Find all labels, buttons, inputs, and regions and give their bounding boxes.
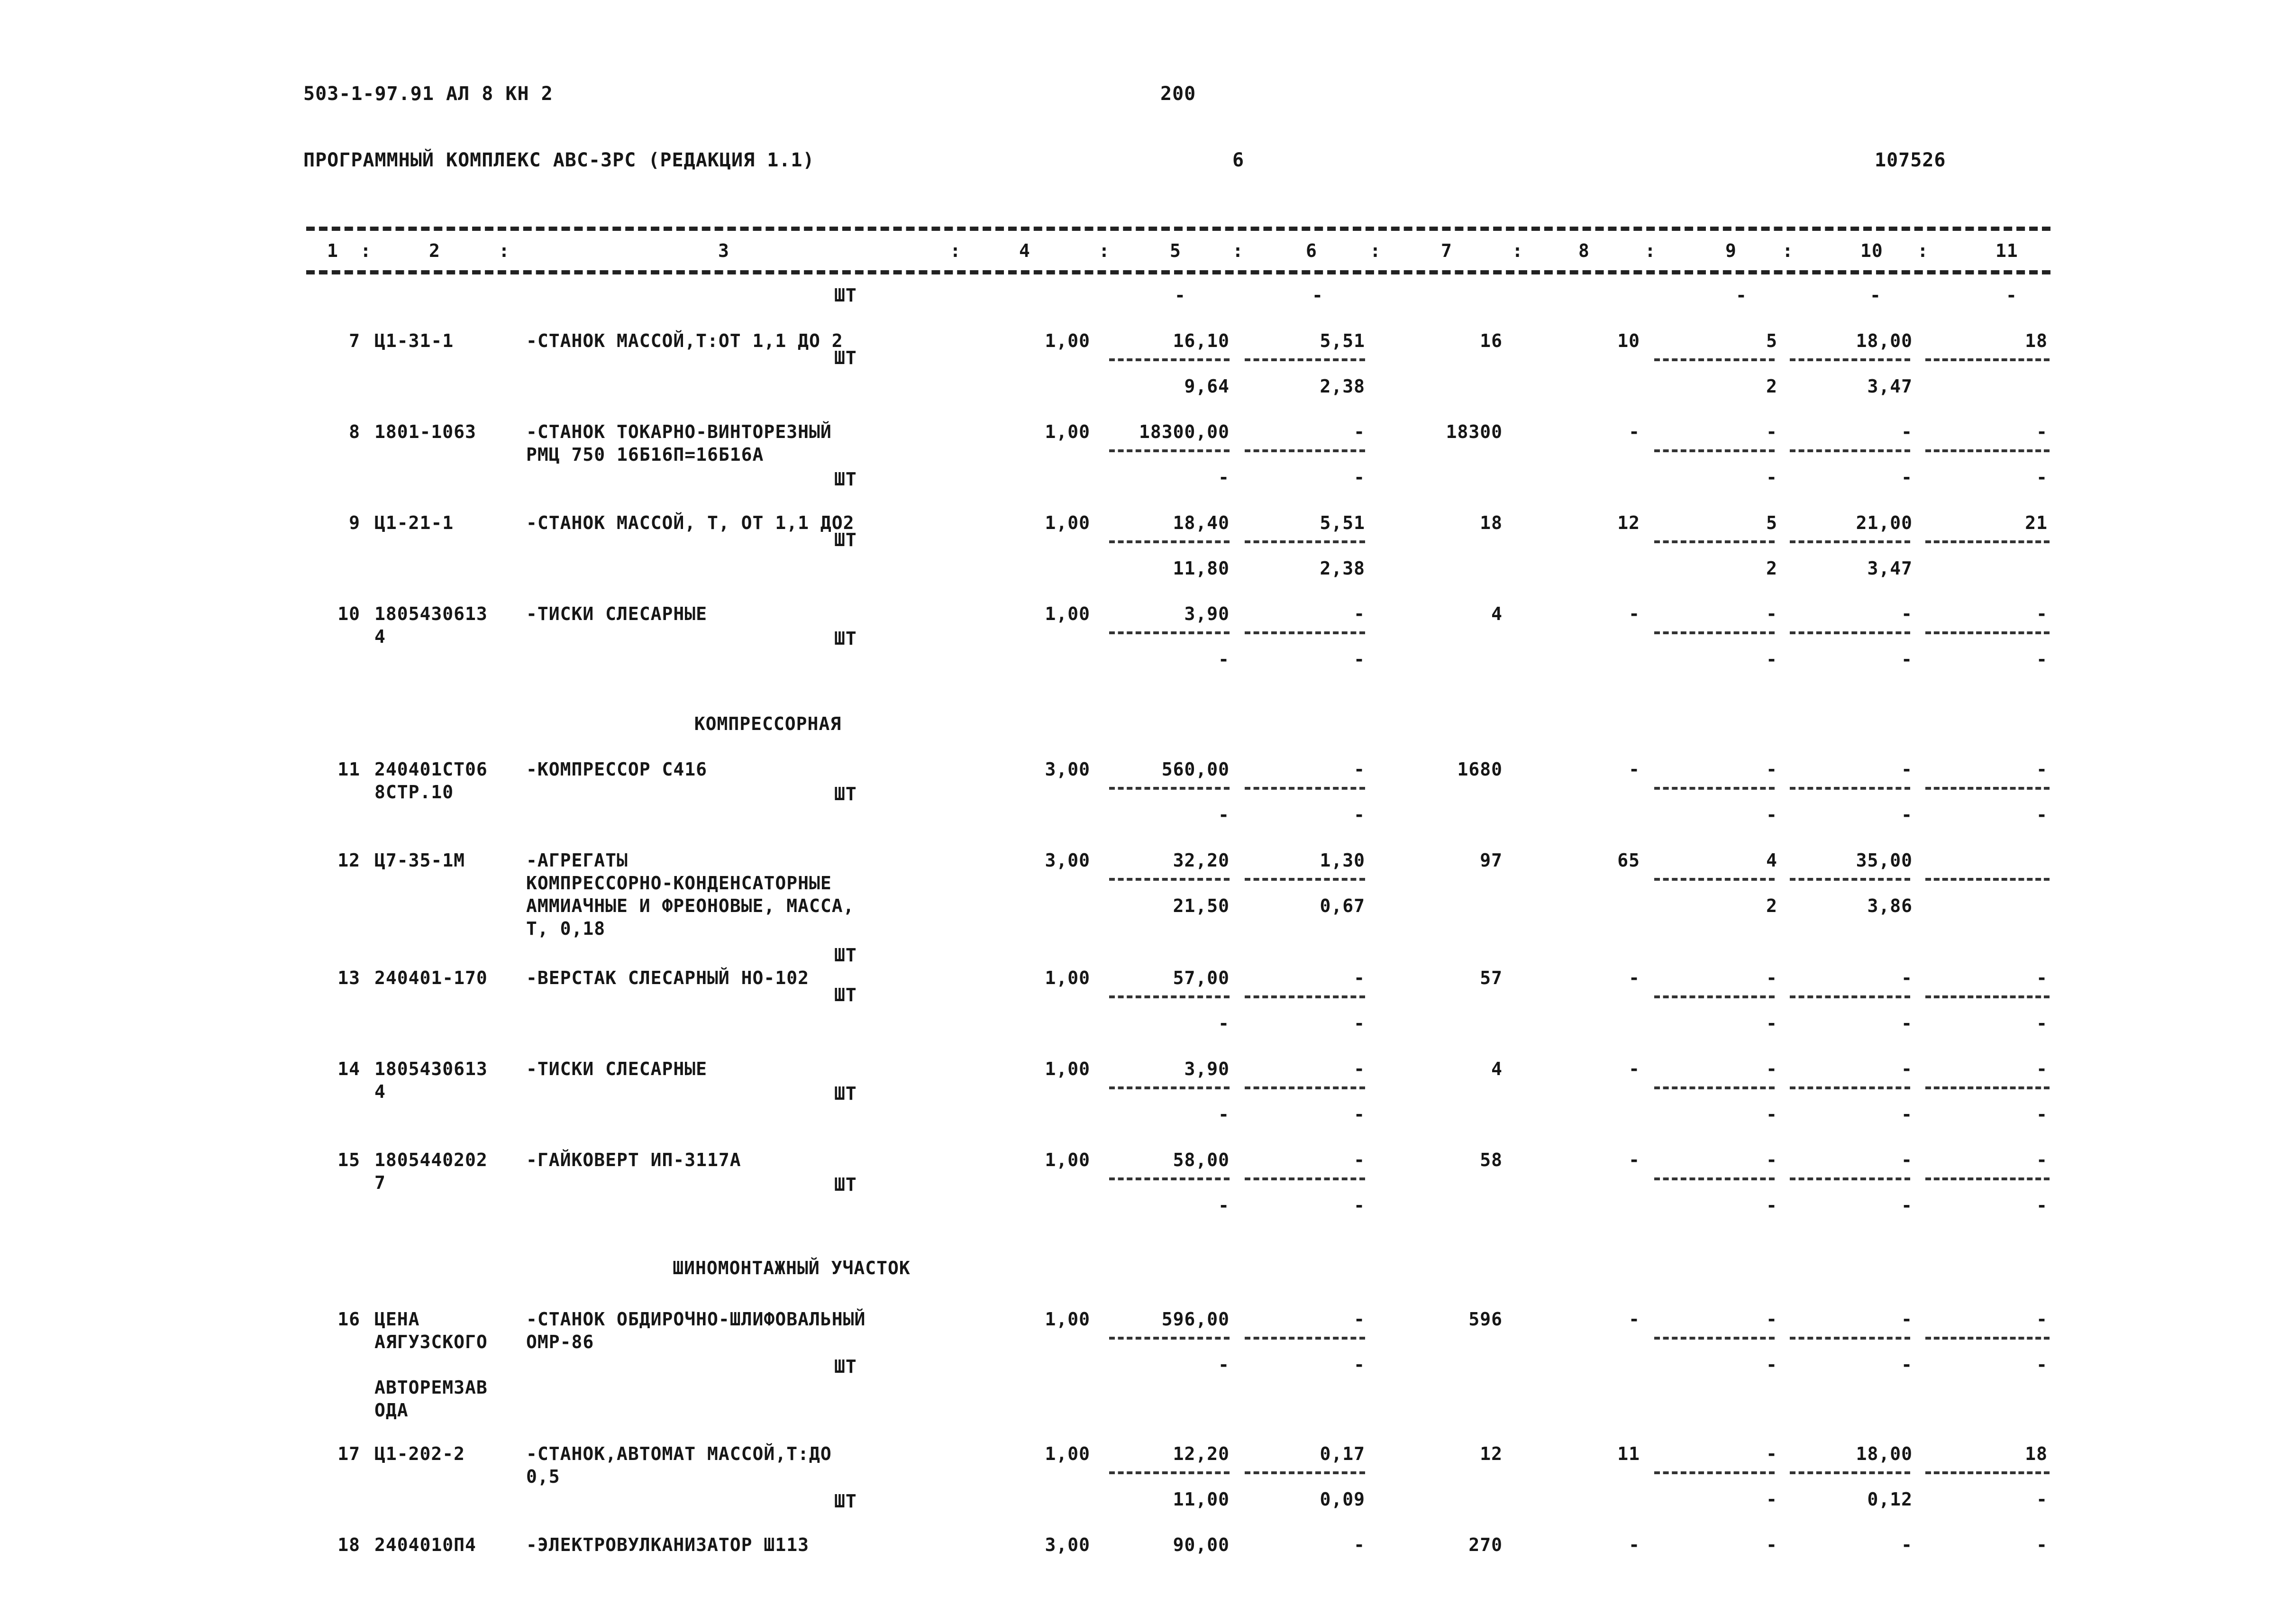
row-sub-price-wage: 0,67 bbox=[1320, 895, 1365, 916]
value-underline bbox=[1654, 1086, 1775, 1089]
row-cost-col9: - bbox=[1766, 1309, 1777, 1330]
row-price-total: 90,00 bbox=[1173, 1534, 1230, 1555]
value-underline bbox=[1109, 1337, 1230, 1340]
row-cost-total: 58 bbox=[1480, 1150, 1503, 1170]
value-underline bbox=[1790, 787, 1910, 790]
value-underline bbox=[1109, 995, 1230, 998]
row-sub-col11: - bbox=[2036, 1013, 2048, 1034]
row-price-wage: - bbox=[1354, 603, 1365, 624]
row-cost-total: 4 bbox=[1491, 1058, 1503, 1079]
row-price-total: 58,00 bbox=[1173, 1150, 1230, 1170]
row-cost-col10: - bbox=[1901, 421, 1913, 442]
row-cost-col11: - bbox=[2036, 421, 2048, 442]
column-header-5: 5 bbox=[1170, 240, 1181, 261]
row-price-wage: - bbox=[1354, 1058, 1365, 1079]
row-description: РМЦ 750 16Б16П=16Б16А bbox=[526, 444, 764, 465]
row-unit: ШТ bbox=[834, 1356, 857, 1377]
row-cost-col11: - bbox=[2036, 603, 2048, 624]
row-price-wage: - bbox=[1354, 1534, 1365, 1555]
row-unit: ШТ bbox=[834, 469, 857, 490]
row-cost-col8: - bbox=[1629, 421, 1640, 442]
column-separator: : bbox=[1232, 240, 1244, 261]
section-compressor: КОМПРЕССОРНАЯ bbox=[694, 713, 842, 734]
row-cost-col10: 18,00 bbox=[1856, 330, 1913, 351]
row-code: Ц1-202-2 bbox=[374, 1443, 465, 1464]
value-underline bbox=[1245, 1337, 1365, 1340]
row-unit: ШТ bbox=[834, 529, 857, 550]
row-sub-price-wage: - bbox=[1354, 1354, 1365, 1375]
row-unit: ШТ bbox=[834, 347, 857, 368]
row-sub-col9: - bbox=[1766, 1195, 1777, 1216]
value-underline bbox=[1245, 995, 1365, 998]
row-price-total: 3,90 bbox=[1184, 1058, 1230, 1079]
value-underline bbox=[1790, 1471, 1910, 1474]
row-description: -КОМПРЕССОР С416 bbox=[526, 759, 708, 780]
row-description: -АГРЕГАТЫ bbox=[526, 850, 628, 871]
row-cost-col8: - bbox=[1629, 1150, 1640, 1170]
row-sub-col11: - bbox=[2036, 1489, 2048, 1510]
row-quantity: 1,00 bbox=[1045, 512, 1090, 533]
row-sub-col11: - bbox=[2036, 649, 2048, 670]
row-sub-price-total: 11,80 bbox=[1173, 558, 1230, 579]
row-description: -ЭЛЕКТРОВУЛКАНИЗАТОР Ш113 bbox=[526, 1534, 809, 1555]
row-description: -ТИСКИ СЛЕСАРНЫЕ bbox=[526, 1058, 708, 1079]
value-underline bbox=[1109, 878, 1230, 881]
document-code: 503-1-97.91 АЛ 8 КН 2 bbox=[303, 83, 553, 105]
row-cost-col10: - bbox=[1901, 967, 1913, 988]
row-cost-total: 16 bbox=[1480, 330, 1503, 351]
row-cost-total: 18300 bbox=[1446, 421, 1503, 442]
column-separator: : bbox=[1099, 240, 1110, 261]
row-code: 4 bbox=[374, 1081, 386, 1102]
value-underline bbox=[1109, 1086, 1230, 1089]
row-sub-col11: - bbox=[2036, 467, 2048, 488]
row-cost-col9: - bbox=[1766, 603, 1777, 624]
table-top-rule bbox=[306, 227, 2050, 231]
row-number: 11 bbox=[337, 759, 360, 780]
row-sub-price-wage: 0,09 bbox=[1320, 1489, 1365, 1510]
row-unit: ШТ bbox=[834, 1174, 857, 1195]
row-description: -ГАЙКОВЕРТ ИП-3117А bbox=[526, 1150, 741, 1170]
value-underline bbox=[1925, 995, 2050, 998]
row-description: -СТАНОК ТОКАРНО-ВИНТОРЕЗНЫЙ bbox=[526, 421, 832, 442]
row-sub-col9: - bbox=[1766, 1489, 1777, 1510]
value-underline bbox=[1654, 1177, 1775, 1180]
column-header-4: 4 bbox=[1019, 240, 1030, 261]
section-tire: ШИНОМОНТАЖНЫЙ УЧАСТОК bbox=[673, 1258, 911, 1278]
row-quantity: 3,00 bbox=[1045, 850, 1090, 871]
value-underline bbox=[1654, 631, 1775, 634]
document-number: 107526 bbox=[1875, 149, 1946, 171]
row-quantity: 3,00 bbox=[1045, 1534, 1090, 1555]
value-underline bbox=[1654, 787, 1775, 790]
value-underline bbox=[1109, 540, 1230, 543]
row-price-wage: - bbox=[1354, 1150, 1365, 1170]
row-number: 13 bbox=[337, 967, 360, 988]
value-underline bbox=[1925, 1337, 2050, 1340]
row-description: -СТАНОК МАССОЙ, Т, ОТ 1,1 ДО2 bbox=[526, 512, 855, 533]
value-underline bbox=[1790, 1177, 1910, 1180]
row-code: 240401СТ06 bbox=[374, 759, 488, 780]
row-cost-col9: - bbox=[1766, 421, 1777, 442]
row-cost-col9: - bbox=[1766, 759, 1777, 780]
row-number: 15 bbox=[337, 1150, 360, 1170]
row-price-wage: 5,51 bbox=[1320, 512, 1365, 533]
row-quantity: 1,00 bbox=[1045, 1443, 1090, 1464]
column-header-6: 6 bbox=[1306, 240, 1317, 261]
value-underline bbox=[1925, 540, 2050, 543]
unit-label: ШТ bbox=[834, 285, 857, 306]
value-underline bbox=[1245, 878, 1365, 881]
cell-dash: - bbox=[1312, 285, 1323, 306]
cell-dash: - bbox=[2006, 285, 2017, 306]
value-underline bbox=[1245, 631, 1365, 634]
row-sub-col11: - bbox=[2036, 804, 2048, 825]
row-unit: ШТ bbox=[834, 1491, 857, 1512]
row-sub-price-wage: 2,38 bbox=[1320, 376, 1365, 397]
value-underline bbox=[1790, 995, 1910, 998]
row-sub-price-total: - bbox=[1218, 1354, 1230, 1375]
row-number: 8 bbox=[349, 421, 360, 442]
row-cost-col8: - bbox=[1629, 1309, 1640, 1330]
row-unit: ШТ bbox=[834, 985, 857, 1005]
row-cost-col10: - bbox=[1901, 1309, 1913, 1330]
row-cost-col10: - bbox=[1901, 1058, 1913, 1079]
row-cost-total: 270 bbox=[1468, 1534, 1503, 1555]
row-sub-col9: - bbox=[1766, 649, 1777, 670]
row-code: 8СТР.10 bbox=[374, 782, 454, 803]
value-underline bbox=[1109, 787, 1230, 790]
row-price-wage: - bbox=[1354, 1309, 1365, 1330]
column-header-9: 9 bbox=[1725, 240, 1737, 261]
row-code: Ц1-21-1 bbox=[374, 512, 454, 533]
row-sub-price-wage: - bbox=[1354, 467, 1365, 488]
row-price-total: 596,00 bbox=[1161, 1309, 1230, 1330]
row-sub-col10: 3,47 bbox=[1867, 558, 1913, 579]
row-price-total: 560,00 bbox=[1161, 759, 1230, 780]
column-header-8: 8 bbox=[1578, 240, 1590, 261]
row-quantity: 1,00 bbox=[1045, 330, 1090, 351]
row-cost-col9: 4 bbox=[1766, 850, 1777, 871]
row-sub-col9: 2 bbox=[1766, 558, 1777, 579]
row-cost-col11: 21 bbox=[2025, 512, 2048, 533]
row-cost-col11: 18 bbox=[2025, 330, 2048, 351]
row-cost-total: 12 bbox=[1480, 1443, 1503, 1464]
row-cost-col8: 11 bbox=[1617, 1443, 1640, 1464]
value-underline bbox=[1925, 1086, 2050, 1089]
column-separator: : bbox=[360, 240, 372, 261]
value-underline bbox=[1109, 449, 1230, 452]
row-sub-col9: - bbox=[1766, 1104, 1777, 1125]
value-underline bbox=[1109, 358, 1230, 361]
row-unit: ШТ bbox=[834, 628, 857, 649]
row-price-wage: 5,51 bbox=[1320, 330, 1365, 351]
row-sub-col10: - bbox=[1901, 1195, 1913, 1216]
row-sub-price-wage: - bbox=[1354, 1013, 1365, 1034]
row-sub-price-total: - bbox=[1218, 1104, 1230, 1125]
row-sub-col10: - bbox=[1901, 649, 1913, 670]
row-code: Ц1-31-1 bbox=[374, 330, 454, 351]
row-code: АЯГУЗСКОГО bbox=[374, 1332, 488, 1352]
row-cost-col10: 35,00 bbox=[1856, 850, 1913, 871]
row-sub-col10: 3,47 bbox=[1867, 376, 1913, 397]
value-underline bbox=[1654, 449, 1775, 452]
column-separator: : bbox=[1782, 240, 1794, 261]
value-underline bbox=[1654, 358, 1775, 361]
row-price-total: 57,00 bbox=[1173, 967, 1230, 988]
row-cost-total: 4 bbox=[1491, 603, 1503, 624]
row-cost-col9: - bbox=[1766, 1534, 1777, 1555]
value-underline bbox=[1654, 878, 1775, 881]
value-underline bbox=[1790, 358, 1910, 361]
value-underline bbox=[1245, 787, 1365, 790]
row-cost-col11: - bbox=[2036, 1309, 2048, 1330]
row-cost-col11: 18 bbox=[2025, 1443, 2048, 1464]
row-unit: ШТ bbox=[834, 784, 857, 804]
column-header-1: 1 bbox=[327, 240, 338, 261]
row-cost-col8: 10 bbox=[1617, 330, 1640, 351]
row-code: 1805430613 bbox=[374, 1058, 488, 1079]
row-sub-col11: - bbox=[2036, 1354, 2048, 1375]
row-code: 2404010П4 bbox=[374, 1534, 476, 1555]
cell-dash: - bbox=[1175, 285, 1186, 306]
column-header-11: 11 bbox=[1995, 240, 2018, 261]
row-sub-price-total: - bbox=[1218, 1013, 1230, 1034]
row-sub-col9: - bbox=[1766, 467, 1777, 488]
row-cost-col11: - bbox=[2036, 759, 2048, 780]
row-description: -ВЕРСТАК СЛЕСАРНЫЙ НО-102 bbox=[526, 967, 809, 988]
row-number: 10 bbox=[337, 603, 360, 624]
value-underline bbox=[1925, 631, 2050, 634]
row-sub-price-total: - bbox=[1218, 1195, 1230, 1216]
row-code: 1805430613 bbox=[374, 603, 488, 624]
row-number: 7 bbox=[349, 330, 360, 351]
table-header-rule bbox=[306, 270, 2050, 274]
row-cost-col10: - bbox=[1901, 603, 1913, 624]
row-price-total: 12,20 bbox=[1173, 1443, 1230, 1464]
value-underline bbox=[1925, 787, 2050, 790]
row-sub-col10: - bbox=[1901, 467, 1913, 488]
row-sub-col11: - bbox=[2036, 1104, 2048, 1125]
row-sub-col10: 3,86 bbox=[1867, 895, 1913, 916]
column-header-2: 2 bbox=[429, 240, 440, 261]
row-code: 7 bbox=[374, 1172, 386, 1193]
value-underline bbox=[1925, 1471, 2050, 1474]
cell-dash: - bbox=[1870, 285, 1881, 306]
row-cost-col10: 21,00 bbox=[1856, 512, 1913, 533]
value-underline bbox=[1790, 449, 1910, 452]
row-price-wage: 1,30 bbox=[1320, 850, 1365, 871]
sheet-number: 6 bbox=[1232, 149, 1245, 171]
row-description: ОМР-86 bbox=[526, 1332, 594, 1352]
row-price-total: 18,40 bbox=[1173, 512, 1230, 533]
column-separator: : bbox=[1645, 240, 1656, 261]
row-price-wage: - bbox=[1354, 967, 1365, 988]
row-sub-col10: - bbox=[1901, 804, 1913, 825]
row-cost-col11: - bbox=[2036, 1150, 2048, 1170]
value-underline bbox=[1654, 540, 1775, 543]
row-sub-price-total: - bbox=[1218, 649, 1230, 670]
row-code: 1801-1063 bbox=[374, 421, 476, 442]
row-price-total: 3,90 bbox=[1184, 603, 1230, 624]
row-description: КОМПРЕССОРНО-КОНДЕНСАТОРНЫЕ bbox=[526, 873, 832, 894]
row-number: 17 bbox=[337, 1443, 360, 1464]
value-underline bbox=[1245, 1177, 1365, 1180]
row-cost-col8: - bbox=[1629, 603, 1640, 624]
row-description: АММИАЧНЫЕ И ФРЕОНОВЫЕ, МАССА, bbox=[526, 895, 855, 916]
row-cost-col8: 65 bbox=[1617, 850, 1640, 871]
column-separator: : bbox=[1917, 240, 1929, 261]
value-underline bbox=[1654, 1337, 1775, 1340]
row-cost-col9: - bbox=[1766, 1443, 1777, 1464]
value-underline bbox=[1654, 995, 1775, 998]
row-price-wage: 0,17 bbox=[1320, 1443, 1365, 1464]
row-quantity: 1,00 bbox=[1045, 603, 1090, 624]
row-number: 18 bbox=[337, 1534, 360, 1555]
column-header-3: 3 bbox=[718, 240, 729, 261]
row-sub-col10: - bbox=[1901, 1104, 1913, 1125]
row-sub-price-wage: - bbox=[1354, 649, 1365, 670]
row-cost-col11: - bbox=[2036, 967, 2048, 988]
row-description: 0,5 bbox=[526, 1466, 560, 1487]
row-quantity: 1,00 bbox=[1045, 1309, 1090, 1330]
row-description: -СТАНОК ОБДИРОЧНО-ШЛИФОВАЛЬНЫЙ bbox=[526, 1309, 866, 1330]
row-sub-col9: - bbox=[1766, 1354, 1777, 1375]
row-sub-price-total: - bbox=[1218, 804, 1230, 825]
row-sub-price-wage: - bbox=[1354, 1104, 1365, 1125]
row-cost-col10: - bbox=[1901, 759, 1913, 780]
column-separator: : bbox=[950, 240, 961, 261]
row-price-total: 16,10 bbox=[1173, 330, 1230, 351]
value-underline bbox=[1109, 631, 1230, 634]
row-sub-col10: - bbox=[1901, 1013, 1913, 1034]
row-cost-total: 18 bbox=[1480, 512, 1503, 533]
row-unit: ШТ bbox=[834, 1083, 857, 1104]
row-sub-price-wage: 2,38 bbox=[1320, 558, 1365, 579]
value-underline bbox=[1925, 1177, 2050, 1180]
row-sub-price-wage: - bbox=[1354, 1195, 1365, 1216]
cell-dash: - bbox=[1736, 285, 1747, 306]
row-cost-col9: - bbox=[1766, 967, 1777, 988]
value-underline bbox=[1925, 449, 2050, 452]
row-cost-col8: 12 bbox=[1617, 512, 1640, 533]
row-sub-col9: - bbox=[1766, 1013, 1777, 1034]
row-sub-price-total: 9,64 bbox=[1184, 376, 1230, 397]
column-header-10: 10 bbox=[1860, 240, 1883, 261]
column-header-7: 7 bbox=[1441, 240, 1452, 261]
row-cost-col9: 5 bbox=[1766, 330, 1777, 351]
row-sub-price-total: 21,50 bbox=[1173, 895, 1230, 916]
row-quantity: 1,00 bbox=[1045, 421, 1090, 442]
row-code: Ц7-35-1М bbox=[374, 850, 465, 871]
row-price-total: 32,20 bbox=[1173, 850, 1230, 871]
column-separator: : bbox=[1512, 240, 1523, 261]
row-cost-col11: - bbox=[2036, 1058, 2048, 1079]
row-sub-price-wage: - bbox=[1354, 804, 1365, 825]
row-number: 9 bbox=[349, 512, 360, 533]
row-description: -СТАНОК,АВТОМАТ МАССОЙ,Т:ДО bbox=[526, 1443, 832, 1464]
row-cost-col10: - bbox=[1901, 1534, 1913, 1555]
value-underline bbox=[1925, 878, 2050, 881]
row-cost-total: 57 bbox=[1480, 967, 1503, 988]
value-underline bbox=[1790, 540, 1910, 543]
row-number: 14 bbox=[337, 1058, 360, 1079]
row-code: ЦЕНА bbox=[374, 1309, 420, 1330]
row-sub-col10: 0,12 bbox=[1867, 1489, 1913, 1510]
row-sub-col10: - bbox=[1901, 1354, 1913, 1375]
row-unit: ШТ bbox=[834, 945, 857, 966]
row-cost-total: 1680 bbox=[1457, 759, 1503, 780]
row-cost-total: 596 bbox=[1468, 1309, 1503, 1330]
row-number: 12 bbox=[337, 850, 360, 871]
value-underline bbox=[1245, 449, 1365, 452]
row-sub-price-total: 11,00 bbox=[1173, 1489, 1230, 1510]
page-number: 200 bbox=[1160, 83, 1196, 105]
row-code: 240401-170 bbox=[374, 967, 488, 988]
value-underline bbox=[1245, 358, 1365, 361]
row-description: -СТАНОК МАССОЙ,Т:ОТ 1,1 ДО 2 bbox=[526, 330, 843, 351]
row-sub-col11: - bbox=[2036, 1195, 2048, 1216]
row-code: ОДА bbox=[374, 1400, 409, 1421]
row-sub-col9: - bbox=[1766, 804, 1777, 825]
value-underline bbox=[1245, 540, 1365, 543]
row-cost-col11: - bbox=[2036, 1534, 2048, 1555]
row-quantity: 1,00 bbox=[1045, 1150, 1090, 1170]
value-underline bbox=[1790, 1086, 1910, 1089]
row-price-wage: - bbox=[1354, 421, 1365, 442]
row-number: 16 bbox=[337, 1309, 360, 1330]
row-cost-col10: 18,00 bbox=[1856, 1443, 1913, 1464]
row-code: 4 bbox=[374, 626, 386, 647]
value-underline bbox=[1245, 1471, 1365, 1474]
value-underline bbox=[1109, 1471, 1230, 1474]
row-cost-col8: - bbox=[1629, 1058, 1640, 1079]
row-description: -ТИСКИ СЛЕСАРНЫЕ bbox=[526, 603, 708, 624]
row-cost-col10: - bbox=[1901, 1150, 1913, 1170]
row-sub-col9: 2 bbox=[1766, 895, 1777, 916]
row-code: АВТОРЕМЗАВ bbox=[374, 1377, 488, 1398]
row-cost-col8: - bbox=[1629, 1534, 1640, 1555]
value-underline bbox=[1790, 878, 1910, 881]
row-cost-col8: - bbox=[1629, 759, 1640, 780]
row-cost-col9: - bbox=[1766, 1058, 1777, 1079]
row-cost-col9: - bbox=[1766, 1150, 1777, 1170]
row-sub-col9: 2 bbox=[1766, 376, 1777, 397]
value-underline bbox=[1925, 358, 2050, 361]
row-cost-col8: - bbox=[1629, 967, 1640, 988]
row-sub-price-total: - bbox=[1218, 467, 1230, 488]
value-underline bbox=[1245, 1086, 1365, 1089]
column-separator: : bbox=[1370, 240, 1381, 261]
column-separator: : bbox=[499, 240, 510, 261]
row-quantity: 3,00 bbox=[1045, 759, 1090, 780]
row-cost-total: 97 bbox=[1480, 850, 1503, 871]
row-cost-col9: 5 bbox=[1766, 512, 1777, 533]
value-underline bbox=[1790, 1337, 1910, 1340]
row-price-total: 18300,00 bbox=[1139, 421, 1230, 442]
program-title: ПРОГРАММНЫЙ КОМПЛЕКС АВС-3РС (РЕДАКЦИЯ 1.1) bbox=[303, 149, 815, 171]
value-underline bbox=[1790, 631, 1910, 634]
row-price-wage: - bbox=[1354, 759, 1365, 780]
row-quantity: 1,00 bbox=[1045, 967, 1090, 988]
row-code: 1805440202 bbox=[374, 1150, 488, 1170]
value-underline bbox=[1109, 1177, 1230, 1180]
row-quantity: 1,00 bbox=[1045, 1058, 1090, 1079]
row-description: Т, 0,18 bbox=[526, 918, 606, 939]
value-underline bbox=[1654, 1471, 1775, 1474]
